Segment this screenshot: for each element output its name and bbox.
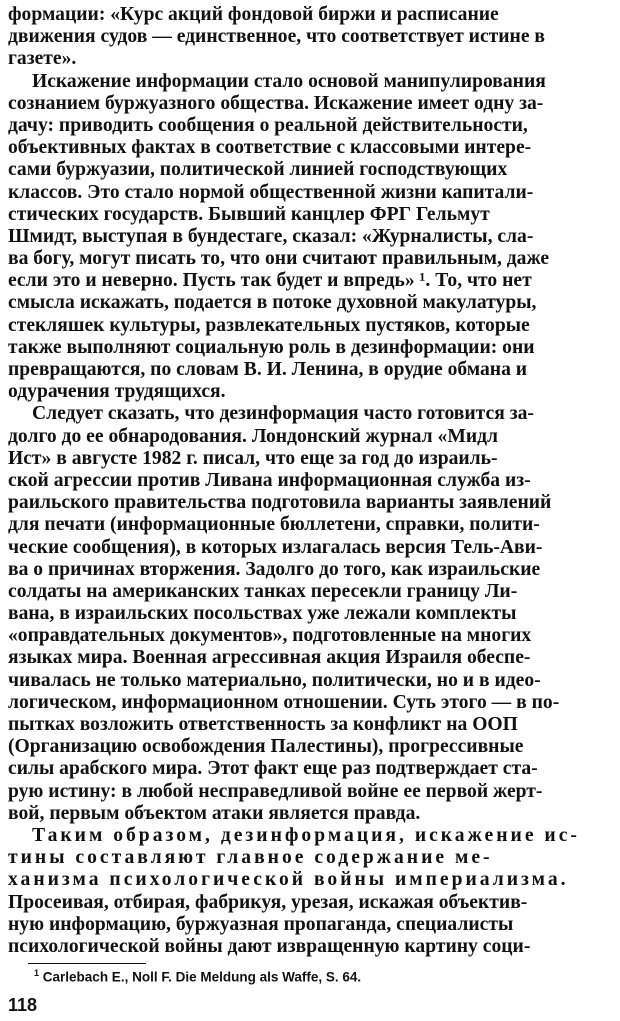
page-number: 118 — [8, 995, 38, 1015]
footnote-marker: 1 — [34, 968, 40, 978]
text-line: (Организацию освобождения Палестины), прогрессивные — [8, 736, 524, 758]
text-line: сами буржуазии, политической линией господствующих — [8, 159, 508, 181]
text-line: ческие сообщения), в которых излагалась версия Тель-Ави- — [8, 536, 543, 558]
emphasized-line: Таким образом, дезинформация, искажение ис- — [32, 824, 580, 846]
main-text — [8, 4, 612, 958]
footnote-divider — [28, 963, 146, 964]
text-line: стических государств. Бывший канцлер ФРГ Гельмут — [8, 203, 490, 225]
text-line-with-footnote-ref: если это и неверно. Пусть так будет и впредь» ¹. То, что нет — [8, 270, 532, 292]
text-line: газете». — [8, 48, 77, 70]
text-line: Ист» в августе 1982 г. писал, что еще за год до израиль- — [8, 447, 498, 469]
text-line: пытках возложить ответственность за конфликт на ООП — [8, 714, 518, 735]
text-line: смысла искажать, подается в потоке духовной макулатуры, — [8, 292, 537, 314]
text-line: языках мира. Военная агрессивная акция Израиля обеспе- — [8, 647, 531, 669]
text-line: для печати (информационные бюллетени, справки, полити- — [8, 514, 540, 536]
text-line: движения судов — единственное, что соответствует истине в — [8, 26, 546, 48]
text-line: силы арабского мира. Этот факт еще раз подтверждает ста- — [8, 758, 538, 780]
text-line: раильского правительства подготовила варианты заявлений — [8, 492, 552, 514]
text-line: сознанием буржуазного общества. Искажение имеет одну за- — [8, 92, 544, 114]
text-line: долго до ее обнародования. Лондонский журнал «Мидл — [8, 425, 499, 447]
text-line: объективных фактах в соответствие с классовыми интере- — [8, 137, 532, 159]
text-line: классов. Это стало нормой общественной жизни капитали- — [8, 181, 534, 203]
text-line: ную информацию, буржуазная пропаганда, специалисты — [8, 913, 514, 935]
text-line: ской агрессии против Ливана информационная служба из- — [8, 469, 531, 491]
text-line: чивалась не только материально, политически, но и в идео- — [8, 669, 541, 691]
text-line: вой, первым объектом атаки является правда. — [8, 802, 421, 824]
text-line: ва богу, могут писать то, что они считают правильным, даже — [8, 248, 550, 270]
footnote-text: Carlebach E., Noll F. Die Meldung als Waffe, S. 64. — [42, 969, 362, 985]
paragraph-start-line: Следует сказать, что дезинформация часто готовится за- — [32, 403, 534, 425]
text-line: ва о причинах вторжения. Задолго до того, как израильские — [8, 558, 541, 580]
text-line: превращаются, по словам В. И. Ленина, в орудие обмана и — [8, 359, 528, 380]
emphasized-line: ханизма психологической войны империализма. — [8, 869, 569, 891]
text-line: также выполняют социальную роль в дезинформации: они — [8, 336, 535, 358]
text-line: «оправдательных документов», подготовленные на многих — [8, 625, 532, 647]
text-line: Шмидт, выступая в бундестаге, сказал: «Журналисты, сла- — [8, 225, 534, 247]
text-line: рую истину: в любой несправедливой войне ее первой жерт- — [8, 780, 543, 802]
text-line: логическом, информационном отношении. Суть этого — в по- — [8, 691, 560, 713]
footnote — [34, 968, 361, 985]
text-line: формации: «Курс акций фондовой биржи и расписание — [8, 4, 499, 25]
text-line: солдаты на американских танках пересекли границу Ли- — [8, 580, 518, 602]
text-line: вана, в израильских посольствах уже лежали комплекты — [8, 603, 517, 625]
text-line: одурачения трудящихся. — [8, 381, 226, 403]
paragraph-start-line: Искажение информации стало основой манипулирования — [32, 70, 546, 92]
text-line: Просеивая, отбирая, фабрикуя, урезая, искажая объектив- — [8, 891, 528, 913]
text-line: психологической войны дают извращенную картину соци- — [8, 935, 531, 957]
emphasized-line: тины составляют главное содержание ме- — [8, 847, 493, 869]
text-line: стекляшек культуры, развлекательных пустяков, которые — [8, 314, 530, 336]
text-line: дачу: приводить сообщения о реальной действительности, — [8, 114, 528, 136]
